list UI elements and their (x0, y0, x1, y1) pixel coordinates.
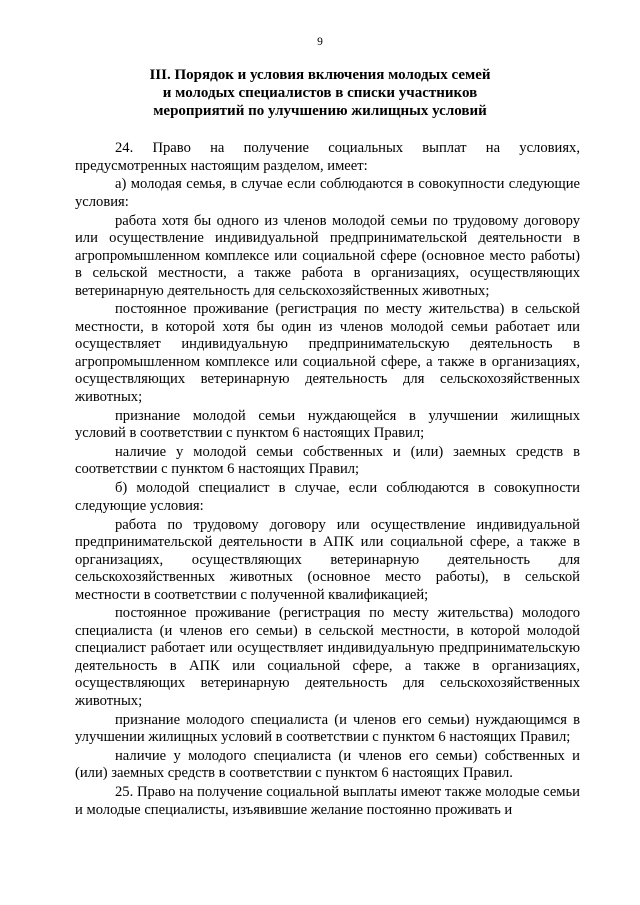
paragraph: работа хотя бы одного из членов молодой семьи по трудовому договору или осуществление индивидуальной предпринимательской деятельности в агропромышленном комплексе или социальной сфере (основное место работы) в сельской местности, а также работа в организациях, осуществляющих ветеринарную деятельность для сельскохозяйственных животных; (75, 212, 580, 299)
paragraph: признание молодого специалиста (и членов его семьи) нуждающимся в улучшении жилищных условий в соответствии с пунктом 6 настоящих Правил; (75, 711, 580, 746)
section-title-line: и молодых специалистов в списки участников (162, 85, 478, 101)
paragraph: работа по трудовому договору или осуществление индивидуальной предпринимательской деятельности в АПК или социальной сфере, а также в организациях, осуществляющих ветеринарную деятельность для сельскохозяйственных животных (основное место работы), в сельской местности в соответствии с полученной квалификацией; (75, 516, 580, 603)
document-body (75, 140, 580, 821)
paragraph: постоянное проживание (регистрация по месту жительства) в сельской местности, в которой хотя бы один из членов молодой семьи работает или осуществляет индивидуальную предпринимательскую деятельность в агропромышленном комплексе или социальной сфере, а также в организациях, осуществляющих ветеринарную деятельность для сельскохозяйственных животных; (75, 301, 580, 405)
section-title (90, 66, 550, 120)
paragraph-24a: а) молодая семья, в случае если соблюдаются в совокупности следующие условия: (75, 176, 580, 210)
paragraph: признание молодой семьи нуждающейся в улучшении жилищных условий в соответствии с пунктом 6 настоящих Правил; (75, 407, 580, 442)
page-number: 9 (317, 36, 323, 48)
paragraph-24: 24. Право на получение социальных выплат на условиях, предусмотренных настоящим разделом, имеет: (75, 140, 580, 174)
paragraph: наличие у молодой семьи собственных и (или) заемных средств в соответствии с пунктом 6 настоящих Правил; (75, 443, 580, 478)
section-title-line: мероприятий по улучшению жилищных условий (153, 103, 487, 119)
paragraph-25: 25. Право на получение социальной выплаты имеют также молодые семьи и молодые специалисты, изъявившие желание постоянно проживать и (75, 784, 580, 818)
section-title-line: III. Порядок и условия включения молодых семей (149, 67, 491, 83)
paragraph-24b: б) молодой специалист в случае, если соблюдаются в совокупности следующие условия: (75, 480, 580, 514)
paragraph: постоянное проживание (регистрация по месту жительства) молодого специалиста (и членов его семьи) в сельской местности, в которой молодой специалист работает или осуществляет индивидуальную предпринимательскую деятельность в АПК или социальной сфере, а также в организациях, осуществляющих ветеринарную деятельность для сельскохозяйственных животных; (75, 605, 580, 709)
paragraph: наличие у молодого специалиста (и членов его семьи) собственных и (или) заемных средств в соответствии с пунктом 6 настоящих Правил. (75, 747, 580, 782)
